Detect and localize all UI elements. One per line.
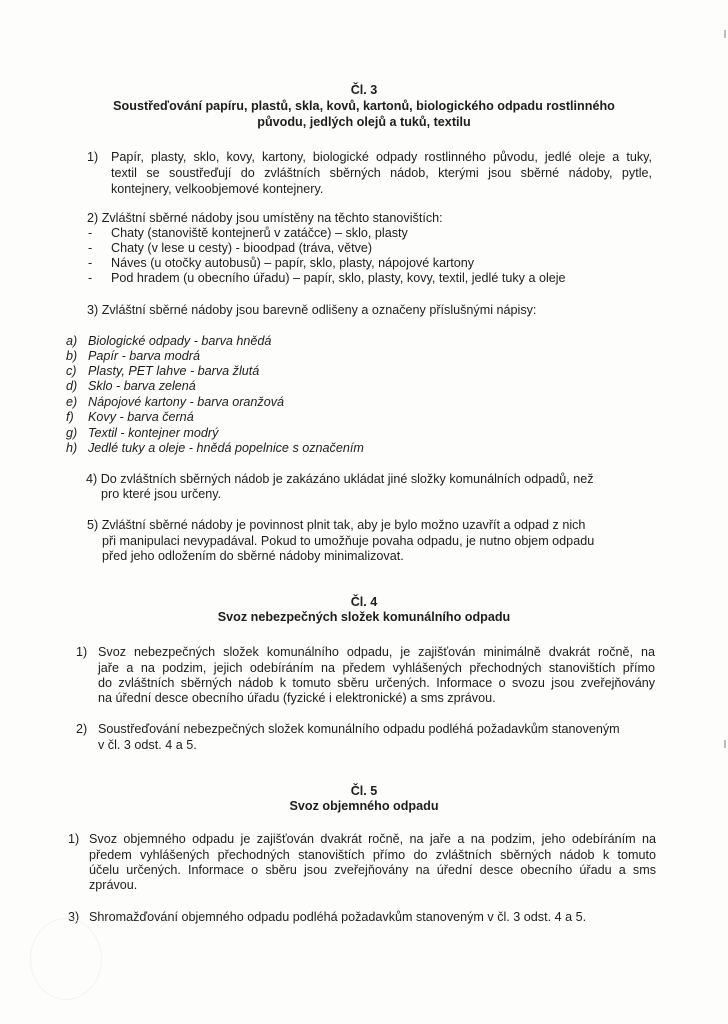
article-5-p1-line-1: Svoz objemného odpadu je zajišťován dvakrát ročně, na jaře a na podzim, jeho odebíráním na <box>89 832 656 846</box>
list-letter: d) <box>66 379 78 393</box>
bin-color-item: Jedlé tuky a oleje - hnědá popelnice s označením <box>88 441 364 455</box>
location-item: Pod hradem (u obecního úřadu) – papír, sklo, plasty, kovy, textil, jedlé tuky a oleje <box>111 271 566 285</box>
bin-color-item: Nápojové kartony - barva oranžová <box>88 395 285 409</box>
bullet-dash: - <box>88 256 93 270</box>
article-5-p1-line-4: zprávou. <box>89 878 138 892</box>
article-3-p4-line-1: 4) Do zvláštních sběrných nádob je zakázáno ukládat jiné složky komunálních odpadů, než <box>86 472 594 486</box>
bullet-dash: - <box>88 271 93 285</box>
article-3-title-line-2: původu, jedlých olejů a tuků, textilu <box>257 115 471 129</box>
list-letter: h) <box>66 441 78 455</box>
list-letter: c) <box>66 364 77 378</box>
list-letter: g) <box>66 426 78 440</box>
bullet-dash: - <box>88 241 93 255</box>
article-3-p1-line-2: textil se soustřeďují do zvláštních sběrných nádob, kterými jsou sběrné nádoby, pytle, <box>111 166 652 180</box>
list-letter: b) <box>66 349 78 363</box>
article-5-heading: Čl. 5 <box>350 784 378 798</box>
article-5-p1-line-3: účelu určených. Informace o sběru jsou zveřejňovány na úřední desce obecního úřadu a sms <box>89 863 656 877</box>
location-item: Náves (u otočky autobusů) – papír, sklo, plasty, nápojové kartony <box>111 256 475 270</box>
article-5-p3-line-1: Shromažďování objemného odpadu podléhá požadavkům stanoveným v čl. 3 odst. 4 a 5. <box>89 910 587 924</box>
scan-edge-mark <box>724 740 726 748</box>
list-letter: e) <box>66 395 78 409</box>
article-4-p1-number: 1) <box>76 645 88 659</box>
bin-color-item: Textil - kontejner modrý <box>88 426 219 440</box>
article-4-title: Svoz nebezpečných složek komunálního odpadu <box>217 610 511 624</box>
article-4-heading: Čl. 4 <box>350 595 378 609</box>
article-4-p1-line-2: jaře a na podzim, jejich odebíráním na předem vyhlášených přechodných stanovištích přímo <box>98 661 655 675</box>
article-5-p1-line-2: předem vyhlášených přechodných stanovištích přímo do zvláštních sběrných nádob k tomuto <box>89 848 656 862</box>
bullet-dash: - <box>88 226 93 240</box>
bin-color-item: Papír - barva modrá <box>88 349 200 363</box>
location-item: Chaty (v lese u cesty) - bioodpad (tráva, větve) <box>111 241 373 255</box>
article-3-p3-intro: 3) Zvláštní sběrné nádoby jsou barevně odlišeny a označeny příslušnými nápisy: <box>87 303 537 317</box>
faint-stamp-mark <box>30 918 102 1000</box>
article-3-p1-number: 1) <box>87 150 99 164</box>
article-4-p2-line-1: Soustřeďování nebezpečných složek komunálního odpadu podléhá požadavkům stanoveným <box>98 722 620 736</box>
article-5-p1-number: 1) <box>68 832 80 846</box>
scan-edge-mark <box>724 30 726 38</box>
article-3-p2-intro: 2) Zvláštní sběrné nádoby jsou umístěny na těchto stanovištích: <box>87 211 443 225</box>
article-3-p5-line-1: 5) Zvláštní sběrné nádoby je povinnost plnit tak, aby je bylo možno uzavřít a odpad z nich <box>87 518 586 532</box>
article-3-p1-line-3: kontejnery, velkoobjemové kontejnery. <box>111 182 324 196</box>
location-item: Chaty (stanoviště kontejnerů v zatáčce) – sklo, plasty <box>111 226 408 240</box>
article-3-p5-line-3: před jeho odložením do sběrné nádoby minimalizovat. <box>102 549 404 563</box>
article-4-p1-line-1: Svoz nebezpečných složek komunálního odpadu, je zajišťován minimálně dvakrát ročně, na <box>98 645 655 659</box>
bin-color-item: Biologické odpady - barva hnědá <box>88 334 272 348</box>
article-3-heading: Čl. 3 <box>350 83 378 97</box>
article-3-title-line-1: Soustřeďování papíru, plastů, skla, kovů, kartonů, biologického odpadu rostlinného <box>113 99 615 113</box>
article-4-p2-number: 2) <box>76 722 88 736</box>
list-letter: a) <box>66 334 78 348</box>
article-5-p3-number: 3) <box>68 910 80 924</box>
article-5-title: Svoz objemného odpadu <box>289 799 439 813</box>
article-4-p1-line-4: na úřední desce obecního úřadu (fyzické i elektronické) a sms zprávou. <box>98 691 496 705</box>
bin-color-item: Plasty, PET lahve - barva žlutá <box>88 364 260 378</box>
article-3-p5-line-2: při manipulaci nevypadával. Pokud to umožňuje povaha odpadu, je nutno objem odpadu <box>102 534 595 548</box>
bin-color-item: Sklo - barva zelená <box>88 379 196 393</box>
bin-color-item: Kovy - barva černá <box>88 410 194 424</box>
article-3-p4-line-2: pro které jsou určeny. <box>101 487 222 501</box>
article-3-p1-line-1: Papír, plasty, sklo, kovy, kartony, biologické odpady rostlinného původu, jedlé oleje a tuky, <box>111 150 652 164</box>
article-4-p1-line-3: do zvláštních sběrných nádob k tomuto sběru určených. Informace o svozu jsou zveřejňovány <box>98 676 655 690</box>
list-letter: f) <box>66 410 74 424</box>
article-4-p2-line-2: v čl. 3 odst. 4 a 5. <box>98 738 197 752</box>
